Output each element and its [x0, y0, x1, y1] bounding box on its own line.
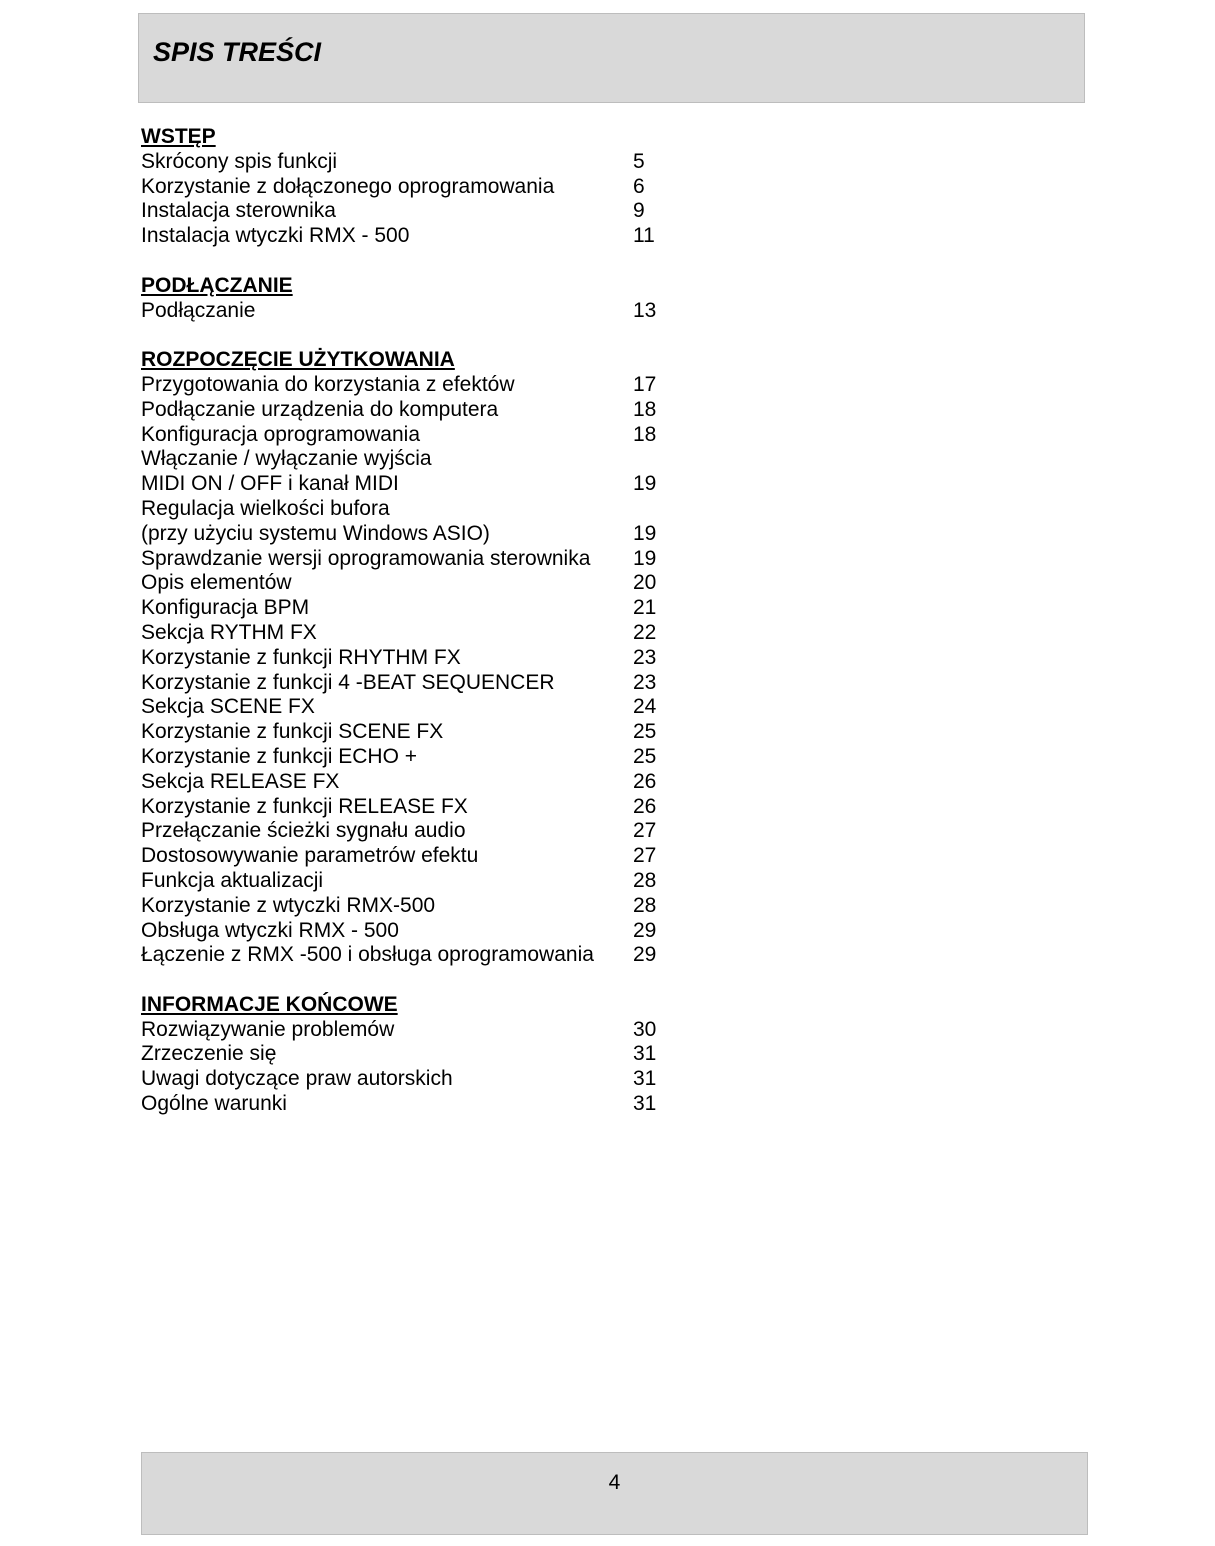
toc-entry-page: 17 — [633, 372, 657, 396]
toc-entry — [141, 596, 701, 621]
toc-entry-title: Łączenie z RMX -500 i obsługa oprogramowania — [141, 943, 594, 967]
toc-entry-title: Korzystanie z funkcji 4 -BEAT SEQUENCER — [141, 670, 555, 694]
toc-entry — [141, 547, 701, 572]
toc-entry-title: Obsługa wtyczki RMX - 500 — [141, 918, 399, 942]
toc-entry-title: Instalacja wtyczki RMX - 500 — [141, 224, 410, 248]
toc-entry — [141, 199, 701, 224]
toc-entry-title: Funkcja aktualizacji — [141, 868, 324, 892]
toc-entry-title: Korzystanie z funkcji RELEASE FX — [141, 794, 468, 818]
toc-entry-title: Dostosowywanie parametrów efektu — [141, 844, 479, 868]
toc-entry-page: 27 — [633, 819, 657, 843]
toc-entry — [141, 695, 701, 720]
toc-entry-title: Przygotowania do korzystania z efektów — [141, 372, 515, 396]
toc-entry-title: Sekcja SCENE FX — [141, 695, 315, 719]
toc-entry-title: Sprawdzanie wersji oprogramowania sterownika — [141, 546, 591, 570]
toc-entry-title: Przełączanie ścieżki sygnału audio — [141, 819, 466, 843]
toc-entry — [141, 646, 701, 671]
toc-entry-title: Opis elementów — [141, 571, 292, 595]
toc-entry-page: 25 — [633, 744, 657, 768]
toc-entry — [141, 1092, 701, 1117]
toc-entry — [141, 522, 701, 547]
toc-entry-title: Korzystanie z funkcji SCENE FX — [141, 720, 444, 744]
toc-section — [141, 125, 701, 249]
toc-entry-page: 22 — [633, 620, 657, 644]
toc-entry-page: 26 — [633, 794, 657, 818]
toc-entry-title: Skrócony spis funkcji — [141, 149, 338, 173]
toc-entry-title: Sekcja RYTHM FX — [141, 620, 317, 644]
section-heading: WSTĘP — [141, 125, 216, 148]
toc-entry — [141, 745, 701, 770]
table-of-contents — [141, 125, 701, 1142]
toc-entry — [141, 175, 701, 200]
section-heading: PODŁĄCZANIE — [141, 273, 293, 297]
section-heading: INFORMACJE KOŃCOWE — [141, 992, 398, 1016]
toc-entry — [141, 472, 701, 497]
toc-entry-page: 20 — [633, 571, 657, 595]
toc-entry — [141, 819, 701, 844]
toc-entry — [141, 894, 701, 919]
toc-entry-title: Korzystanie z funkcji ECHO + — [141, 744, 418, 768]
toc-entry-page: 19 — [633, 521, 657, 545]
page-title: SPIS TREŚCI — [153, 37, 322, 67]
toc-entry-title: Włączanie / wyłączanie wyjścia — [141, 447, 432, 471]
toc-entry — [141, 1042, 701, 1067]
toc-entry — [141, 299, 701, 324]
toc-section — [141, 274, 701, 324]
toc-entry-title: Zrzeczenie się — [141, 1042, 277, 1066]
toc-entry-page: 13 — [633, 298, 657, 322]
toc-entry-page: 23 — [633, 670, 657, 694]
toc-entry-page: 18 — [633, 397, 657, 421]
toc-entry-page: 18 — [633, 422, 657, 446]
toc-entry — [141, 671, 701, 696]
toc-entry — [141, 770, 701, 795]
toc-entry — [141, 720, 701, 745]
toc-entry — [141, 919, 701, 944]
toc-entry-title: Ogólne warunki — [141, 1092, 287, 1116]
toc-entry — [141, 423, 701, 448]
toc-entry — [141, 621, 701, 646]
toc-entry-page: 29 — [633, 918, 657, 942]
toc-entry-page: 28 — [633, 868, 657, 892]
toc-entry-title: Rozwiązywanie problemów — [141, 1017, 395, 1041]
footer-box — [141, 1452, 1088, 1535]
toc-entry — [141, 373, 701, 398]
toc-entry — [141, 943, 701, 968]
toc-entry-title: Korzystanie z funkcji RHYTHM FX — [141, 645, 461, 669]
toc-entry — [141, 447, 701, 472]
toc-entry-page: 27 — [633, 844, 657, 868]
toc-entry-page: 5 — [633, 149, 645, 173]
toc-entry-title: Korzystanie z wtyczki RMX-500 — [141, 893, 436, 917]
toc-entry — [141, 497, 701, 522]
header-box — [138, 13, 1085, 103]
toc-entry-page: 19 — [633, 472, 657, 496]
toc-entry-title: Podłączanie urządzenia do komputera — [141, 397, 499, 421]
toc-entry-page: 31 — [633, 1067, 657, 1091]
toc-entry-title: Uwagi dotyczące praw autorskich — [141, 1067, 453, 1091]
toc-entry — [141, 869, 701, 894]
toc-entry-page: 19 — [633, 546, 657, 570]
toc-entry-title: Instalacja sterownika — [141, 199, 336, 223]
toc-entry-page: 29 — [633, 943, 657, 967]
toc-entry — [141, 398, 701, 423]
toc-entry-page: 25 — [633, 720, 657, 744]
toc-entry-title: Podłączanie — [141, 298, 256, 322]
toc-entry — [141, 571, 701, 596]
toc-entry-page: 6 — [633, 174, 645, 198]
toc-entry — [141, 150, 701, 175]
toc-entry-title: Sekcja RELEASE FX — [141, 769, 340, 793]
toc-entry-page: 26 — [633, 769, 657, 793]
toc-entry-page: 9 — [633, 199, 645, 223]
section-heading: ROZPOCZĘCIE UŻYTKOWANIA — [141, 348, 455, 372]
toc-entry — [141, 1067, 701, 1092]
toc-entry-page: 24 — [633, 695, 657, 719]
toc-entry-title: Regulacja wielkości bufora — [141, 496, 390, 520]
toc-entry — [141, 1018, 701, 1043]
toc-entry — [141, 844, 701, 869]
toc-entry-page: 21 — [633, 596, 657, 620]
toc-entry-title: (przy użyciu systemu Windows ASIO) — [141, 521, 490, 545]
toc-entry-page: 30 — [633, 1017, 657, 1041]
toc-section — [141, 993, 701, 1117]
toc-entry-title: Konfiguracja BPM — [141, 596, 310, 620]
page-number: 4 — [608, 1471, 621, 1494]
toc-entry-title: Konfiguracja oprogramowania — [141, 422, 420, 446]
toc-entry-page: 11 — [633, 224, 655, 248]
toc-entry-page: 28 — [633, 893, 657, 917]
toc-entry-title: MIDI ON / OFF i kanał MIDI — [141, 472, 399, 496]
toc-entry-page: 23 — [633, 645, 657, 669]
toc-entry-page: 31 — [633, 1042, 657, 1066]
toc-entry-page: 31 — [633, 1092, 657, 1116]
toc-entry — [141, 224, 701, 249]
toc-section — [141, 348, 701, 968]
toc-entry — [141, 795, 701, 820]
toc-entry-title: Korzystanie z dołączonego oprogramowania — [141, 174, 555, 198]
